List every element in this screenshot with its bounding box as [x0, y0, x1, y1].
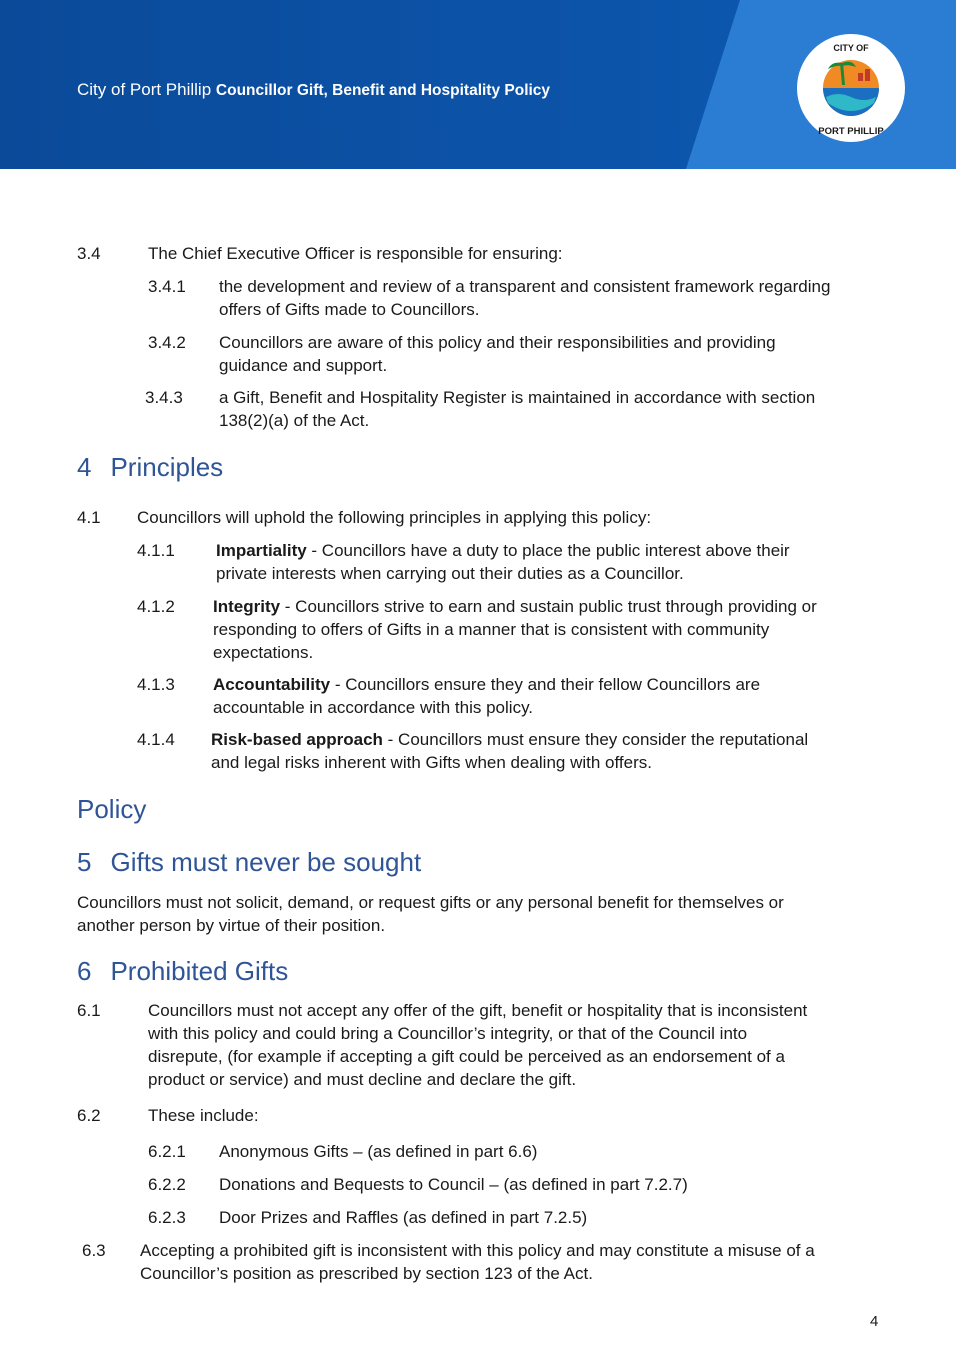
clause-line: product or service) and must decline and declare the gift. — [148, 1070, 577, 1089]
principle-term: Integrity — [213, 597, 281, 616]
subclause-number: 4.1.4 — [137, 730, 175, 749]
section-title: Principles — [110, 452, 224, 482]
clause-line: with this policy and could bring a Councillor’s integrity, or that of the Council into — [148, 1024, 748, 1043]
org-name: City of Port Phillip — [77, 80, 212, 99]
subclause-number: 4.1.2 — [137, 597, 175, 616]
subclause-text: Anonymous Gifts – (as defined in part 6.6) — [219, 1142, 538, 1161]
section-title: Gifts must never be sought — [110, 847, 422, 877]
clause-line: Councillor’s position as prescribed by section 123 of the Act. — [140, 1264, 593, 1283]
principle-line: private interests when carrying out their duties as a Councillor. — [216, 564, 684, 583]
policy-heading: Policy — [77, 794, 147, 824]
subclause-line: a Gift, Benefit and Hospitality Register is maintained in accordance with section — [219, 388, 816, 407]
principle-line: responding to offers of Gifts in a manner that is consistent with community — [213, 620, 770, 639]
clause-line: disrepute, (for example if accepting a gift could be perceived as an endorsement of a — [148, 1047, 785, 1066]
principle-line: Integrity - Councillors strive to earn and sustain public trust through providing or — [213, 597, 817, 616]
logo-text-top: CITY OF — [833, 43, 869, 53]
principle-line: Impartiality - Councillors have a duty to place the public interest above their — [216, 541, 790, 560]
subclause-line: the development and review of a transparent and consistent framework regarding — [219, 277, 831, 296]
principle-line: expectations. — [213, 643, 314, 662]
section-heading-prohibited-gifts — [77, 956, 288, 987]
clause-text: The Chief Executive Officer is responsible for ensuring: — [148, 244, 563, 263]
clause-line: Councillors must not accept any offer of the gift, benefit or hospitality that is inconsistent — [148, 1001, 808, 1020]
subclause-number: 3.4.3 — [145, 388, 183, 407]
subclause-number: 6.2.3 — [148, 1208, 186, 1227]
section-heading-gifts-never-sought — [77, 847, 421, 878]
subclause-line: Councillors are aware of this policy and their responsibilities and providing — [219, 333, 776, 352]
subclause-number: 6.2.2 — [148, 1175, 186, 1194]
header-title — [77, 80, 550, 100]
clause-text: Councillors will uphold the following principles in applying this policy: — [137, 508, 652, 527]
clause-number: 4.1 — [77, 508, 101, 527]
clause-line: Accepting a prohibited gift is inconsistent with this policy and may constitute a misuse of a — [140, 1241, 815, 1260]
section-number: 5 — [77, 847, 92, 877]
page-header — [0, 0, 956, 169]
paragraph-line: Councillors must not solicit, demand, or request gifts or any personal benefit for themselves or — [77, 893, 784, 912]
principle-term: Accountability — [213, 675, 331, 694]
section-heading-principles — [77, 452, 223, 483]
subclause-number: 4.1.1 — [137, 541, 175, 560]
principle-line: Accountability - Councillors ensure they and their fellow Councillors are — [213, 675, 761, 694]
principle-line: accountable in accordance with this policy. — [213, 698, 534, 717]
subclause-line: guidance and support. — [219, 356, 388, 375]
section-number: 4 — [77, 452, 92, 482]
subclause-line: offers of Gifts made to Councillors. — [219, 300, 480, 319]
section-number: 6 — [77, 956, 92, 986]
section-title: Prohibited Gifts — [110, 956, 289, 986]
clause-text: These include: — [148, 1106, 259, 1125]
subclause-number: 4.1.3 — [137, 675, 175, 694]
page-number: 4 — [870, 1313, 879, 1330]
principle-term: Impartiality — [216, 541, 307, 560]
subclause-line: 138(2)(a) of the Act. — [219, 411, 370, 430]
clause-number: 3.4 — [77, 244, 101, 263]
principle-line: Risk-based approach - Councillors must ensure they consider the reputational — [211, 730, 809, 749]
subclause-text: Donations and Bequests to Council – (as defined in part 7.2.7) — [219, 1175, 688, 1194]
principle-line: and legal risks inherent with Gifts when dealing with offers. — [211, 753, 652, 772]
clause-number: 6.3 — [82, 1241, 106, 1260]
subclause-number: 3.4.2 — [148, 333, 186, 352]
subclause-text: Door Prizes and Raffles (as defined in part 7.2.5) — [219, 1208, 588, 1227]
subclause-number: 6.2.1 — [148, 1142, 186, 1161]
clause-number: 6.2 — [77, 1106, 101, 1125]
logo-text-bottom: PORT PHILLIP — [818, 126, 884, 137]
clause-number: 6.1 — [77, 1001, 101, 1020]
city-of-port-phillip-logo — [796, 33, 906, 143]
subclause-number: 3.4.1 — [148, 277, 186, 296]
document-title: Councillor Gift, Benefit and Hospitality Policy — [215, 82, 551, 99]
principle-term: Risk-based approach — [211, 730, 383, 749]
paragraph-line: another person by virtue of their position. — [77, 916, 386, 935]
